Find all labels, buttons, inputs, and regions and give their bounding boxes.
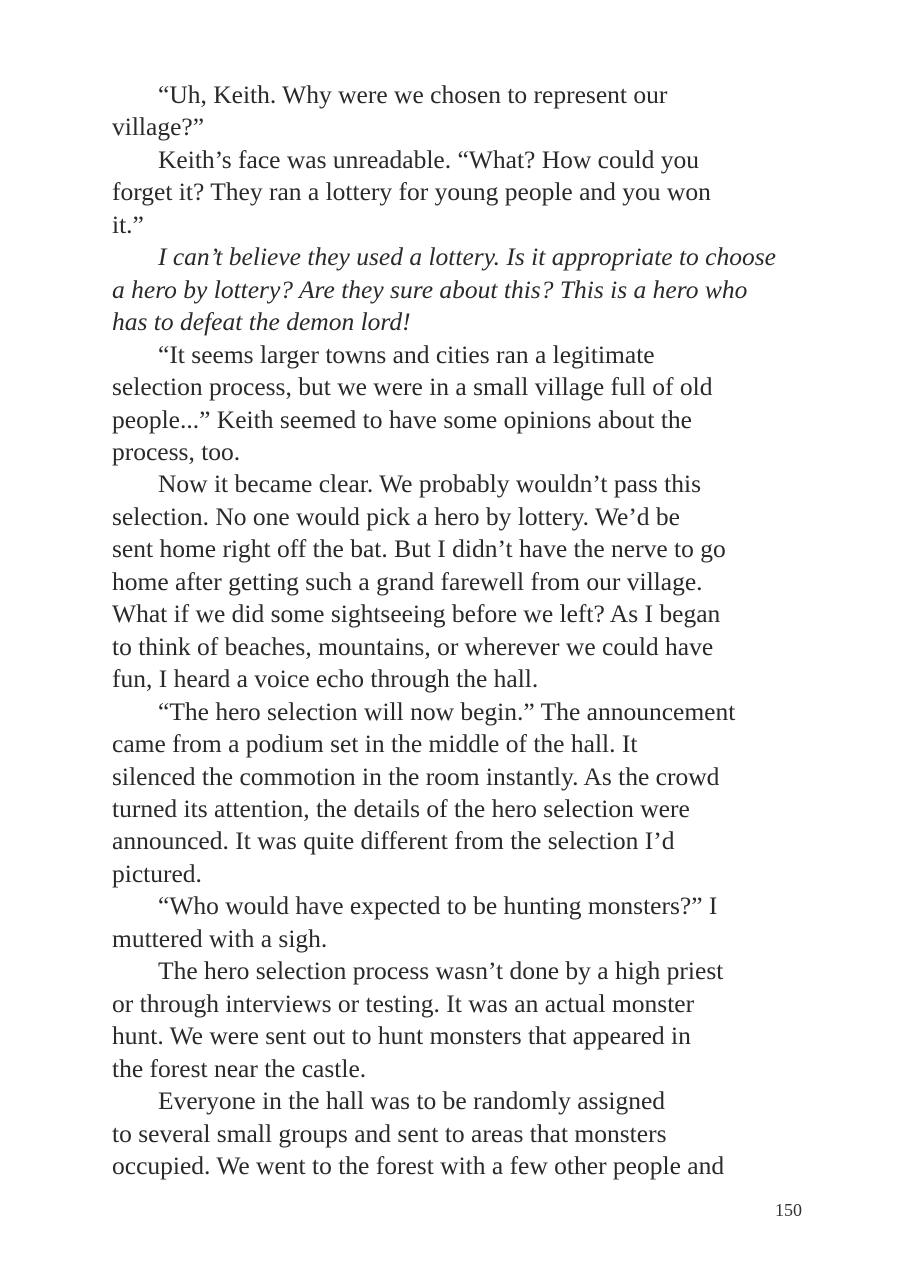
page-body [112,79,822,1182]
text-line: village?” [112,112,205,142]
paragraph [112,468,822,695]
text-line: “It seems larger towns and cities ran a legitimate [158,339,655,369]
text-line: selection. No one would pick a hero by lottery. We’d be [112,501,680,531]
text-line: announced. It was quite different from the selection I’d [112,826,675,856]
text-line: it.” [112,209,144,239]
text-line: occupied. We went to the forest with a few other people and [112,1150,725,1180]
text-line: Keith’s face was unreadable. “What? How could you [158,144,699,174]
text-line: What if we did some sightseeing before we left? As I began [112,599,721,629]
text-line: people...” Keith seemed to have some opinions about the [112,404,692,434]
text-line: fun, I heard a voice echo through the hall. [112,664,539,694]
text-line: a hero by lottery? Are they sure about this? This is a hero who [112,274,748,304]
text-line: “The hero selection will now begin.” The announcement [158,696,736,726]
text-line: pictured. [112,858,202,888]
paragraph [112,1085,822,1182]
text-line: to think of beaches, mountains, or wherever we could have [112,631,714,661]
text-line: silenced the commotion in the room instantly. As the crowd [112,761,720,791]
text-line: turned its attention, the details of the hero selection were [112,793,690,823]
text-line: forget it? They ran a lottery for young people and you won [112,177,711,207]
text-line: The hero selection process wasn’t done by a high priest [158,956,724,986]
paragraph [112,890,822,955]
paragraph [112,79,822,144]
thought-paragraph [112,241,822,338]
text-line: “Uh, Keith. Why were we chosen to represent our [158,80,668,109]
text-line: selection process, but we were in a small village full of old [112,372,713,402]
text-line: process, too. [112,436,241,466]
text-line: Everyone in the hall was to be randomly assigned [158,1086,666,1116]
text-line: sent home right off the bat. But I didn’t have the nerve to go [112,534,726,564]
text-line: the forest near the castle. [112,1053,367,1083]
text-line: home after getting such a grand farewell from our village. [112,566,703,596]
page-number: 150 [775,1200,802,1220]
text-line: Now it became clear. We probably wouldn’t pass this [158,469,702,499]
text-line: came from a podium set in the middle of the hall. It [112,729,638,759]
text-line: has to defeat the demon lord! [112,307,411,337]
text-line: I can’t believe they used a lottery. Is it appropriate to choose [158,242,776,272]
text-line: to several small groups and sent to areas that monsters [112,1118,667,1148]
text-line: or through interviews or testing. It was an actual monster [112,988,695,1018]
paragraph [112,696,822,891]
text-line: “Who would have expected to be hunting monsters?” I [158,891,718,921]
paragraph [112,144,822,241]
paragraph [112,339,822,469]
paragraph [112,955,822,1085]
text-line: muttered with a sigh. [112,923,328,953]
text-line: hunt. We were sent out to hunt monsters that appeared in [112,1021,691,1051]
